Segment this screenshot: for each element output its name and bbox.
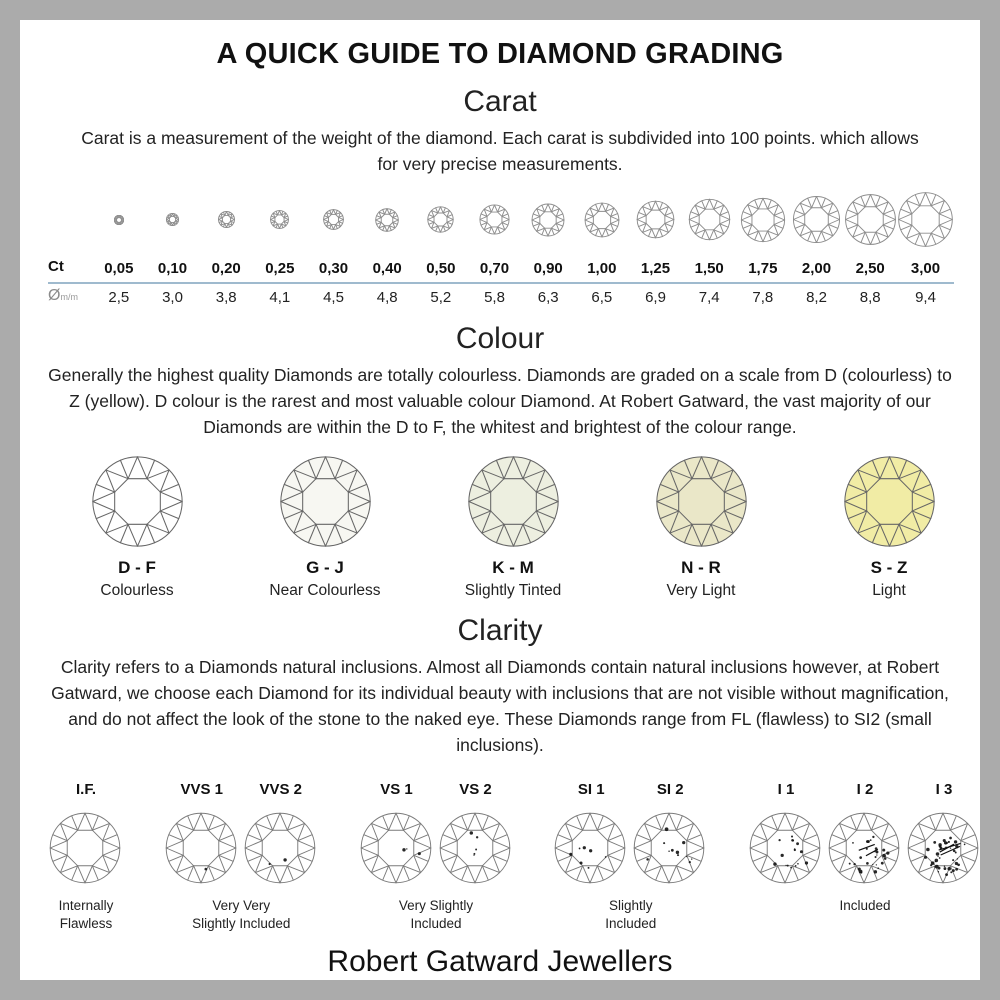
- carat-description: Carat is a measurement of the weight of the diamond. Each carat is subdivided into 100 points. which allows for very precise measurements.: [81, 128, 919, 174]
- carat-row-label: Ct: [48, 258, 64, 276]
- carat-value: 0,90: [533, 259, 563, 277]
- diameter-value: 5,8: [484, 288, 505, 306]
- clarity-heading: Clarity: [457, 614, 543, 648]
- carat-value: 0,20: [211, 259, 241, 277]
- clarity-group: [48, 781, 124, 933]
- carat-value: 0,70: [479, 259, 510, 277]
- diamond-icon: [844, 193, 897, 246]
- colour-grade-range: D - F: [118, 558, 156, 578]
- diameter-value: 6,9: [645, 288, 666, 306]
- carat-value: 0,30: [318, 259, 349, 277]
- diamond-icon: [164, 811, 238, 885]
- carat-section: [48, 85, 952, 308]
- diamond-icon: [479, 204, 510, 235]
- carat-diamond-0,05: [92, 188, 146, 252]
- diamond-icon: [531, 203, 565, 237]
- colour-grade-label: Slightly Tinted: [464, 582, 562, 600]
- clarity-cell: [164, 781, 240, 885]
- clarity-cell: [827, 781, 903, 885]
- colour-diamond: [236, 454, 414, 549]
- clarity-group: [164, 781, 319, 933]
- guide-content: [20, 20, 980, 979]
- clarity-cell: [632, 781, 708, 885]
- diamond-icon: [243, 811, 317, 885]
- clarity-desc-line: Included: [605, 916, 657, 932]
- carat-diamond-1,25: [629, 188, 683, 252]
- carat-diamond-0,30: [307, 188, 361, 252]
- colour-grade-range: N - R: [681, 558, 721, 578]
- clarity-group: [553, 781, 708, 933]
- footer-brand: Robert Gatward Jewellers: [327, 945, 673, 979]
- diamond-icon: [466, 454, 561, 549]
- carat-value: 0,50: [426, 259, 456, 277]
- clarity-desc-line: Included: [839, 898, 891, 914]
- carat-scale-table: [48, 188, 954, 308]
- carat-value: 2,50: [855, 259, 885, 277]
- colour-heading: Colour: [455, 321, 545, 355]
- diamond-icon: [438, 811, 512, 885]
- colour-grade-label: Very Light: [666, 582, 736, 600]
- clarity-diamonds: [48, 781, 124, 885]
- colour-grade-range: K - M: [492, 558, 534, 578]
- carat-diamond-2,50: [843, 188, 897, 252]
- clarity-desc-line: Slightly: [608, 898, 653, 914]
- diameter-value: 9,4: [915, 288, 936, 306]
- colour-grade-label: Colourless: [100, 582, 174, 600]
- diamond-icon: [278, 454, 373, 549]
- clarity-cell: [553, 781, 629, 885]
- diamond-icon: [748, 811, 822, 885]
- colour-grade-label: Light: [872, 582, 906, 600]
- diameter-value: 8,2: [806, 288, 827, 306]
- clarity-diamonds: [164, 781, 319, 885]
- clarity-grade-label: SI 2: [656, 781, 684, 799]
- clarity-grade-label: I 1: [777, 781, 795, 799]
- clarity-diamonds: [359, 781, 514, 885]
- clarity-grade-label: I 3: [935, 781, 953, 799]
- carat-row-spacer: [48, 188, 92, 252]
- clarity-desc-line: Flawless: [59, 916, 113, 932]
- carat-value: 1,00: [587, 259, 617, 277]
- clarity-group-description: [748, 897, 982, 915]
- diameter-value: 3,0: [162, 288, 183, 306]
- colour-description: Generally the highest quality Diamonds are totally colourless. Diamonds are graded on a scale from D (colourless) to Z (yellow). D colour is the rarest and most valuable colour Diamond. At Robert Gatward, the vast majority of our Diamonds are within the D to F, the whitest and brightest of the colour range.: [48, 364, 952, 437]
- diameter-value: 4,5: [323, 288, 344, 306]
- carat-value: 1,50: [694, 259, 724, 277]
- colour-grade-card: [612, 454, 790, 600]
- clarity-desc-line: Included: [410, 916, 462, 932]
- diamond-icon: [323, 209, 344, 230]
- carat-heading: Carat: [463, 85, 537, 118]
- clarity-group-description: [359, 897, 514, 933]
- carat-value: 0,10: [157, 259, 188, 277]
- diamond-icon: [897, 191, 954, 248]
- diamond-icon: [114, 215, 124, 225]
- carat-diamond-2,00: [790, 188, 844, 252]
- carat-value: 2,00: [801, 259, 832, 277]
- carat-diamond-0,25: [253, 188, 307, 252]
- clarity-cell: [48, 781, 124, 885]
- clarity-cell: [748, 781, 824, 885]
- diamond-icon: [166, 213, 179, 226]
- carat-value: 0,05: [104, 259, 134, 277]
- colour-grade-card: [236, 454, 414, 600]
- diamond-icon: [632, 811, 706, 885]
- diamond-icon: [218, 211, 235, 228]
- colour-grade-row: [48, 454, 978, 600]
- colour-diamond: [424, 454, 602, 549]
- clarity-group-description: [164, 897, 319, 933]
- clarity-cell: [906, 781, 982, 885]
- diamond-icon: [654, 454, 749, 549]
- diameter-value: 5,2: [430, 288, 452, 306]
- carat-diamond-3,00: [897, 188, 954, 252]
- clarity-group: [359, 781, 514, 933]
- clarity-grade-label: VS 2: [459, 781, 492, 799]
- clarity-grade-row: [48, 781, 982, 933]
- clarity-grade-label: I 2: [856, 781, 874, 799]
- colour-diamond: [612, 454, 790, 549]
- clarity-grade-label: VVS 1: [180, 781, 224, 799]
- clarity-desc-line: Slightly Included: [192, 916, 291, 932]
- carat-diamond-0,90: [521, 188, 575, 252]
- diamond-icon: [270, 210, 289, 229]
- clarity-desc-line: Very Slightly: [398, 898, 474, 914]
- diamond-icon: [636, 200, 675, 239]
- colour-section: [48, 322, 952, 601]
- carat-diamond-0,10: [146, 188, 200, 252]
- diameter-value: 2,5: [108, 288, 130, 306]
- carat-diamond-1,00: [575, 188, 629, 252]
- colour-grade-card: [48, 454, 226, 600]
- carat-diamond-0,20: [199, 188, 253, 252]
- diameter-value: 3,8: [215, 288, 237, 306]
- clarity-section: [48, 614, 952, 933]
- carat-value: 1,25: [640, 259, 671, 277]
- colour-grade-card: [800, 454, 978, 600]
- carat-diamond-0,50: [414, 188, 468, 252]
- clarity-grade-label: VS 1: [380, 781, 413, 799]
- diamond-icon: [553, 811, 627, 885]
- clarity-group-description: [48, 897, 124, 933]
- clarity-group-description: [553, 897, 708, 933]
- diamond-icon: [792, 195, 841, 244]
- diamond-icon: [906, 811, 980, 885]
- clarity-diamonds: [748, 781, 982, 885]
- diameter-value: 4,8: [376, 288, 398, 306]
- clarity-desc-line: Very Very: [212, 898, 271, 914]
- diamond-icon: [90, 454, 185, 549]
- colour-grade-range: G - J: [306, 558, 344, 578]
- carat-diamond-1,75: [736, 188, 790, 252]
- diameter-value: 6,3: [537, 288, 559, 306]
- carat-value: 0,25: [265, 259, 295, 277]
- clarity-grade-label: SI 1: [577, 781, 605, 799]
- carat-value: 1,75: [748, 259, 778, 277]
- colour-grade-label: Near Colourless: [269, 582, 381, 600]
- colour-diamond: [48, 454, 226, 549]
- colour-grade-card: [424, 454, 602, 600]
- clarity-cell: [243, 781, 319, 885]
- diamond-icon: [740, 197, 786, 243]
- clarity-desc-line: Internally: [58, 898, 114, 914]
- clarity-group: [748, 781, 982, 915]
- diameter-value: 8,8: [859, 288, 881, 306]
- carat-diamond-1,50: [682, 188, 736, 252]
- diameter-value: 7,4: [698, 288, 720, 306]
- colour-diamond: [800, 454, 978, 549]
- clarity-cell: [359, 781, 435, 885]
- colour-grade-range: S - Z: [870, 558, 908, 578]
- clarity-grade-label: I.F.: [75, 781, 96, 799]
- clarity-cell: [438, 781, 514, 885]
- diamond-icon: [584, 202, 620, 238]
- clarity-description: Clarity refers to a Diamonds natural inclusions. Almost all Diamonds contain natural inclusions however, at Robert Gatward, we choose each Diamond for its individual beauty with inclusions that are not visible without magnification, and do not affect the look of the stone to the naked eye. These Diamonds range from FL (flawless) to SI2 (small inclusions).: [51, 657, 949, 756]
- diamond-icon: [375, 208, 399, 232]
- diamond-icon: [827, 811, 901, 885]
- diameter-row-label: Øm/m: [48, 286, 78, 304]
- diameter-value: 4,1: [269, 288, 291, 306]
- clarity-grade-label: VVS 2: [259, 781, 303, 799]
- carat-value: 3,00: [910, 259, 941, 277]
- diamond-icon: [842, 454, 937, 549]
- diameter-value: 6,5: [591, 288, 613, 306]
- diamond-icon: [688, 198, 731, 241]
- diameter-value: 7,8: [752, 288, 774, 306]
- diamond-icon: [48, 811, 122, 885]
- carat-value: 0,40: [372, 259, 402, 277]
- clarity-diamonds: [553, 781, 708, 885]
- page-title: A QUICK GUIDE TO DIAMOND GRADING: [216, 38, 784, 70]
- diamond-icon: [427, 206, 454, 233]
- carat-diamond-0,40: [360, 188, 414, 252]
- diamond-icon: [359, 811, 433, 885]
- carat-diamond-0,70: [468, 188, 522, 252]
